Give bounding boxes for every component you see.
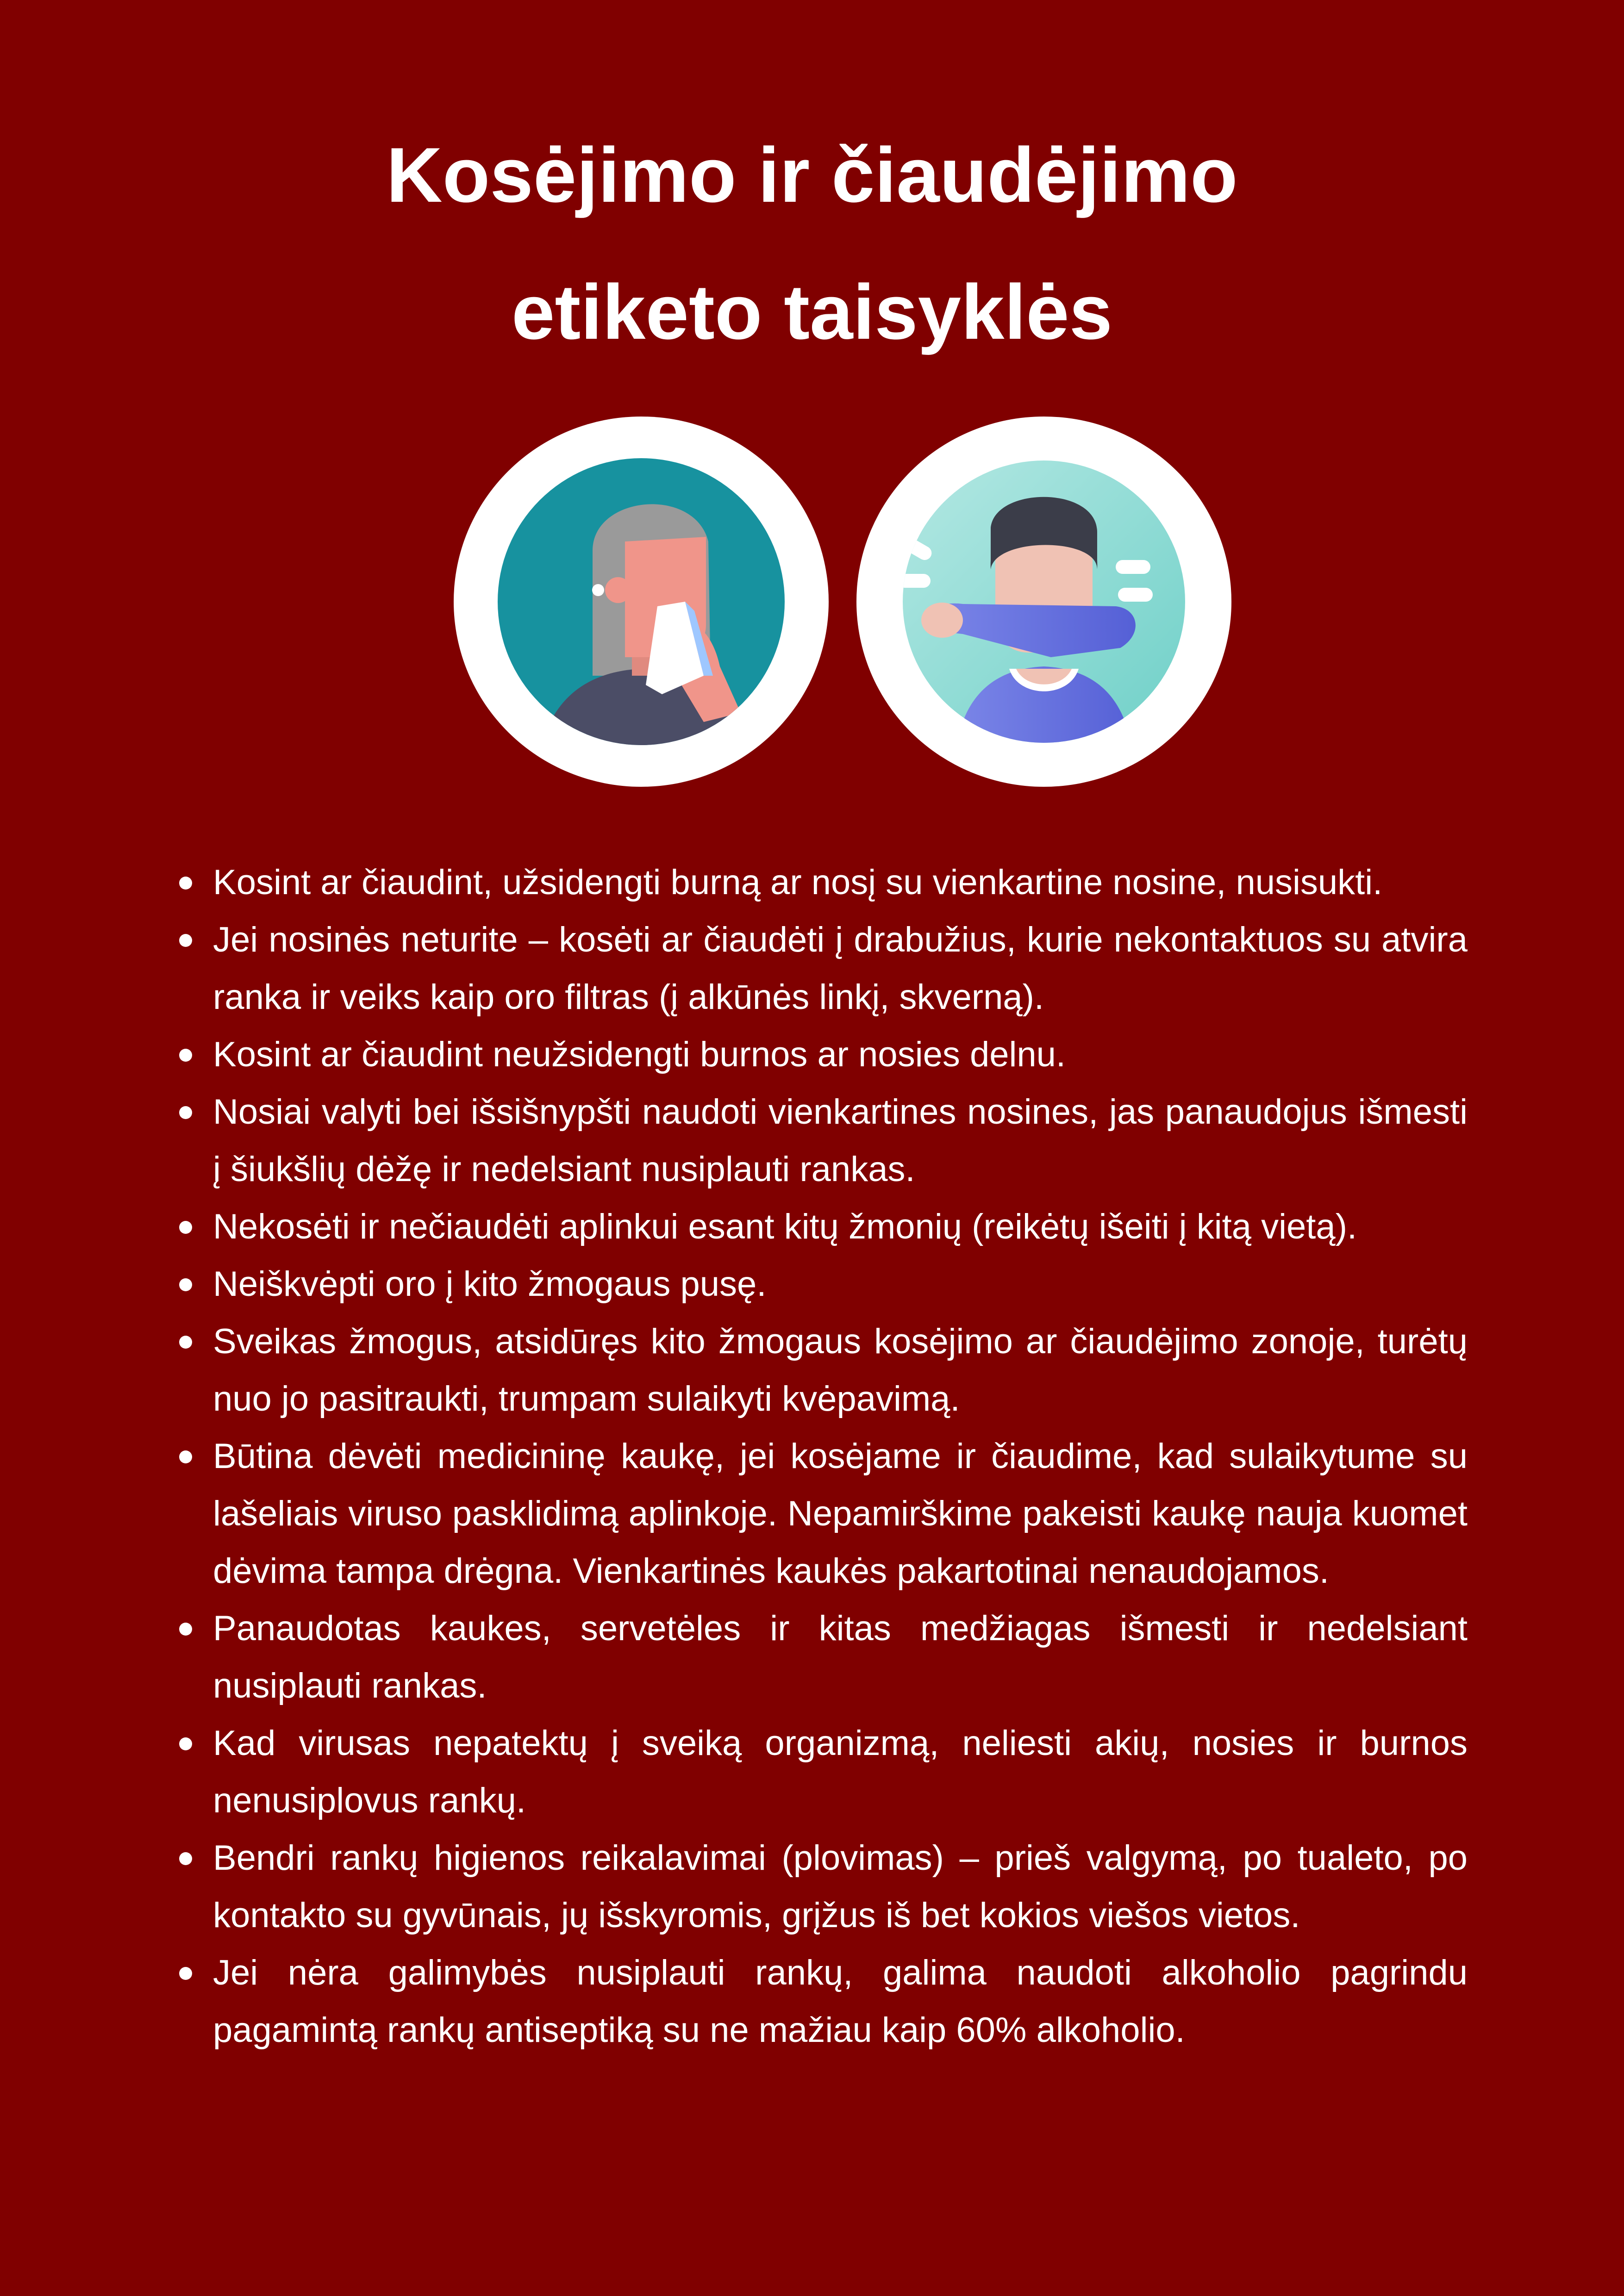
list-item [164,1944,1468,2059]
bullet [179,1967,192,1980]
rule-text: Kosint ar čiaudint neužsidengti burnos ar nosies delnu. [213,1035,1066,1074]
rule-text: Būtina dėvėti medicininę kaukę, jei kosėjame ir čiaudime, kad sulaikytume su lašeliais viruso pasklidimą aplinkoje. Nepamirškime pakeisti kaukę nauja kuomet dėvima tampa drėgna. Vienkartinės kaukės pakartotinai nenaudojamos. [213,1437,1468,1591]
bullet [179,1278,192,1291]
rule-text: Neiškvėpti oro į kito žmogaus pusę. [213,1264,767,1304]
bullet [179,1450,192,1463]
rule-text: Kosint ar čiaudint, užsidengti burną ar nosį su vienkartine nosine, nusisukti. [213,863,1383,902]
bullet [179,934,192,947]
bullet [179,1336,192,1349]
list-item [164,911,1468,1026]
list-item [164,1313,1468,1428]
rule-text: Jei nėra galimybės nusiplauti rankų, galima naudoti alkoholio pagrindu pagamintą rankų antiseptiką su ne mažiau kaip 60% alkoholio. [213,1953,1468,2050]
rule-text: Bendri rankų higienos reikalavimai (plovimas) – prieš valgymą, po tualeto, po kontakto su gyvūnais, jų išskyromis, grįžus iš bet kokios viešos vietos. [213,1838,1468,1935]
rule-text: Sveikas žmogus, atsidūręs kito žmogaus kosėjimo ar čiaudėjimo zonoje, turėtų nuo jo pasitraukti, trumpam sulaikyti kvėpavimą. [213,1322,1468,1419]
list-item [164,1600,1468,1715]
list-item [164,1256,1468,1313]
list-item [164,1026,1468,1083]
list-item [164,1083,1468,1198]
list-item [164,854,1468,911]
illustrations [0,417,1624,787]
page-title [0,106,1624,380]
list-item [164,1715,1468,1829]
rule-text: Panaudotas kaukes, servetėles ir kitas medžiagas išmesti ir nedelsiant nusiplauti rankas. [213,1609,1468,1705]
list-item [164,1198,1468,1256]
bullet [179,1106,192,1119]
bullet [179,1049,192,1062]
rule-text: Jei nosinės neturite – kosėti ar čiaudėti į drabužius, kurie nekontaktuos su atvira ranka ir veiks kaip oro filtras (į alkūnės linkį, skverną). [213,920,1468,1017]
tissue-sneeze-icon [454,417,829,787]
bullet [179,1737,192,1750]
bullet [179,1221,192,1234]
rule-text: Nekosėti ir nečiaudėti aplinkui esant kitų žmonių (reikėtų išeiti į kitą vietą). [213,1207,1357,1246]
list-item [164,1428,1468,1600]
bullet [179,1852,192,1865]
title-line-1: Kosėjimo ir čiaudėjimo [386,131,1238,218]
elbow-cough-icon [856,417,1231,787]
rule-text: Kad virusas nepatektų į sveiką organizmą, neliesti akių, nosies ir burnos nenusiplovus rankų. [213,1724,1468,1820]
bullet [179,1623,192,1636]
title-line-2: etiketo taisyklės [511,268,1113,355]
bullet [179,877,192,890]
rule-text: Nosiai valyti bei išsišnypšti naudoti vienkartines nosines, jas panaudojus išmesti į šiukšlių dėžę ir nedelsiant nusiplauti rankas. [213,1092,1468,1189]
list-item [164,1829,1468,1944]
etiquette-rules-list [164,854,1468,2059]
